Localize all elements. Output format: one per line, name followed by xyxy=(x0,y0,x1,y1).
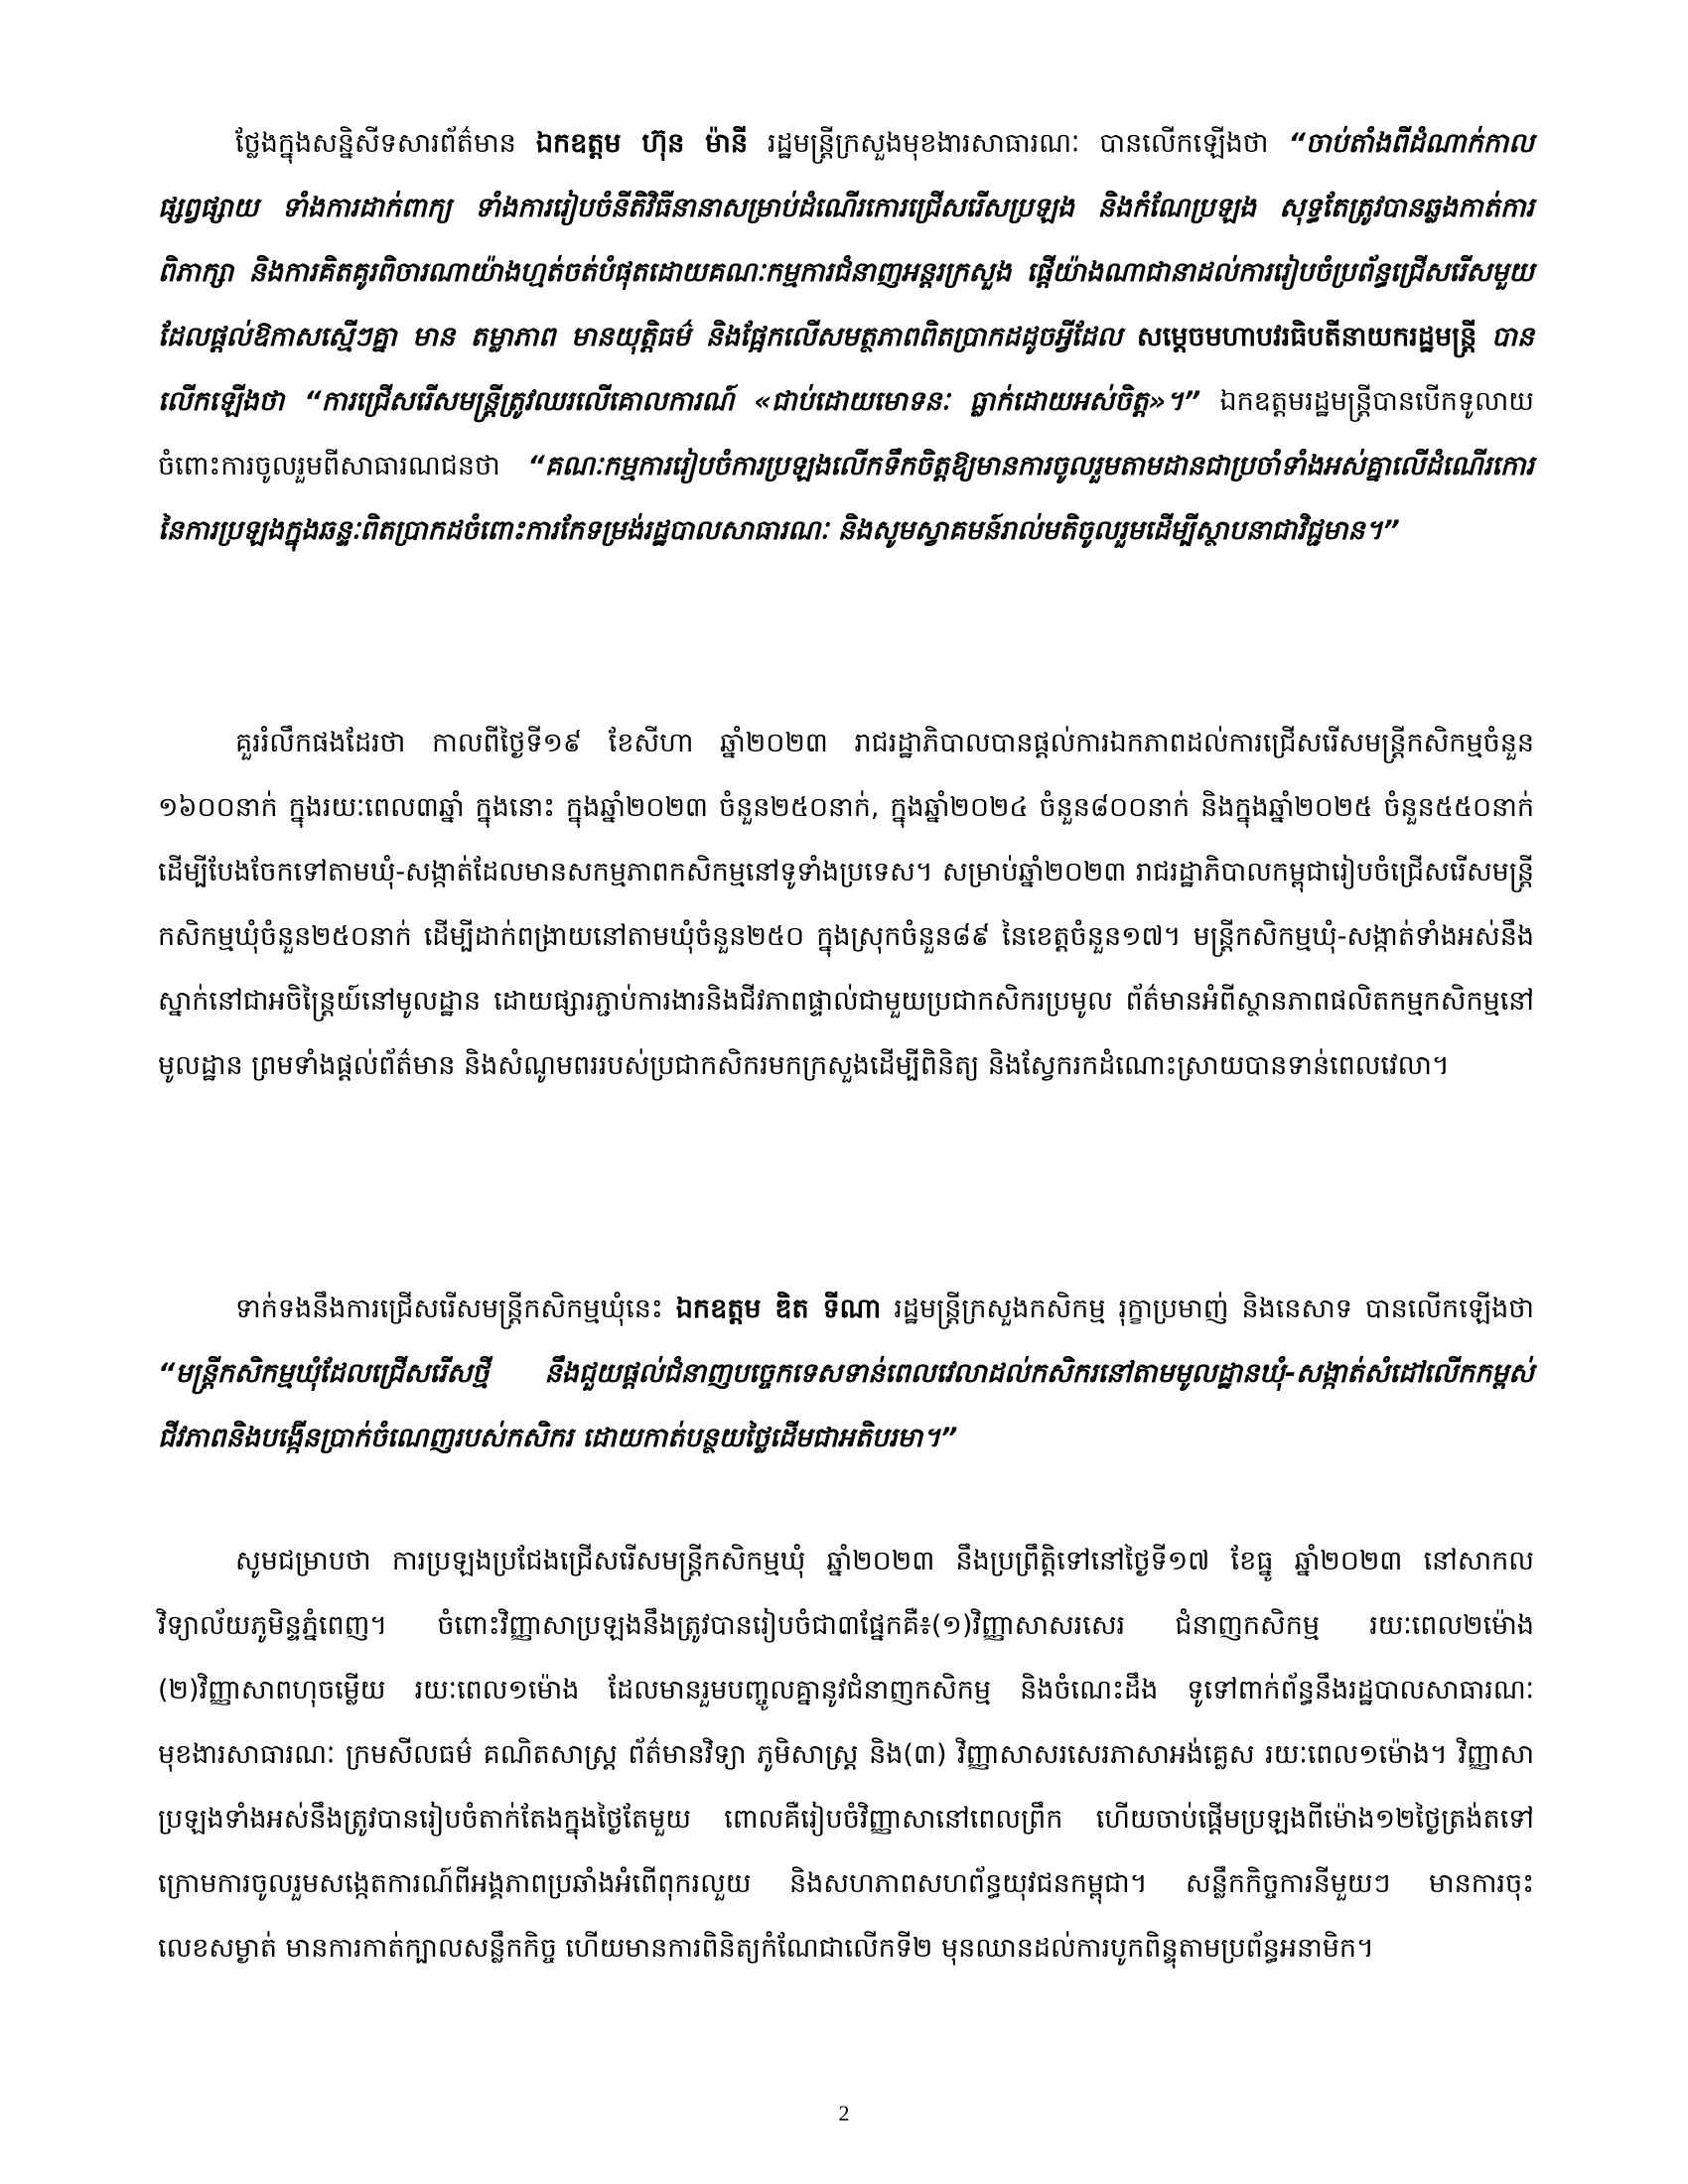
paragraph-1-lead: ថ្លែងក្នុងសន្និសីទសារព័ត៌មាន xyxy=(235,128,516,159)
quote-2: បានលើកឡើងថា “ការជ្រើសរើសមន្ត្រីត្រូវឈរលើគោលការណ៍ «ជាប់ដោយមោទនៈ ធ្លាក់ដោយអស់ចិត្ត»។” xyxy=(158,322,1534,417)
prime-minister-name: សម្ដេចមហាបវរធិបតីនាយករដ្ឋមន្ត្រី xyxy=(1137,322,1477,352)
paragraph-2 xyxy=(158,711,1534,1098)
paragraph-3-lead: ទាក់ទងនឹងការជ្រើសរើសមន្ត្រីកសិកម្មឃុំនេះ xyxy=(235,1294,663,1324)
paragraph-4-text: សូមជម្រាបថា ការប្រឡងប្រជែងជ្រើសរើសមន្ត្រីកសិកម្មឃុំ ឆ្នាំ២០២៣ នឹងប្រព្រឹត្តិទៅនៅថ្ងៃទី១៧ ខែធ្នូ ឆ្នាំ២០២៣ នៅសាកលវិទ្យាល័យភូមិន្ទភ្នំពេញ។ ចំពោះវិញ្ញាសាប្រឡងនឹងត្រូវបានរៀបចំជា៣ផ្នែកគឺ៖(១)វិញ្ញាសាសរសេរ ជំនាញកសិកម្ម រយៈពេល២ម៉ោង (២)វិញ្ញាសាពហុចម្លើយ រយៈពេល១ម៉ោង ដែលមានរួមបញ្ចូលគ្នានូវជំនាញកសិកម្ម និងចំណេះដឹង ទូទៅពាក់ព័ន្ធនឹងរដ្ឋបាលសាធារណៈ មុខងារសាធារណៈ ក្រមសីលធម៌ គណិតសាស្ត្រ ព័ត៌មានវិទ្យា ភូមិសាស្ត្រ និង(៣) វិញ្ញាសាសរសេរភាសាអង់គ្លេស រយៈពេល១ម៉ោង។ វិញ្ញាសាប្រឡងទាំងអស់នឹងត្រូវបានរៀបចំតាក់តែងក្នុងថ្ងៃតែមួយ ពោលគឺរៀបចំវិញ្ញាសានៅពេលព្រឹក ហើយចាប់ផ្ដើមប្រឡងពីម៉ោង១២ថ្ងៃត្រង់តទៅ ក្រោមការចូលរួមសង្កេតការណ៍ពីអង្គភាពប្រឆាំងអំពើពុករលួយ និងសហភាពសហព័ន្ធយុវជនកម្ពុជា។ សន្លឹកកិច្ចការនីមួយៗ មានការចុះលេខសម្ងាត់ មានការកាត់ក្បាលសន្លឹកកិច្ច ហើយមានការពិនិត្យកំណែជាលើកទី២ មុនឈានដល់ការបូកពិន្ទុតាមប្រព័ន្ធអនាមិក។ xyxy=(158,1546,1534,1964)
paragraph-4 xyxy=(158,1529,1534,1980)
official-name-2: ឯកឧត្តម ឌិត ទីណា xyxy=(675,1294,882,1324)
official-title-2: រដ្ឋមន្ត្រីក្រសួងកសិកម្ម រុក្ខាប្រមាញ់ និងនេសាទ បានលើកឡើងថា xyxy=(894,1294,1534,1324)
paragraph-3 xyxy=(158,1277,1534,1470)
paragraph-1 xyxy=(158,111,1534,563)
official-title-1: រដ្ឋមន្ត្រីក្រសួងមុខងារសាធារណៈ បានលើកឡើងថា xyxy=(768,128,1269,159)
quote-3: “គណៈកម្មការរៀបចំការប្រឡងលើកទឹកចិត្តឱ្យមានការចូលរួមតាមដានជាប្រចាំទាំងអស់គ្នាលើដំណើរកោរនៃការប្រឡងក្នុងឆន្ទៈពិតប្រាកដចំពោះការកែទម្រង់រដ្ឋបាលសាធារណៈ និងសូមស្វាគមន៍រាល់មតិចូលរួមដើម្បីស្ថាបនាជាវិជ្ជមាន។” xyxy=(158,451,1534,546)
quote-4: “មន្ត្រីកសិកម្មឃុំដែលជ្រើសរើសថ្មី នឹងជួយផ្ដល់ជំនាញបច្ចេកទេសទាន់ពេលវេលាដល់កសិករនៅតាមមូលដ្ឋានឃុំ-សង្កាត់សំដៅលើកកម្ពស់ជីវភាពនិងបង្កើនប្រាក់ចំណេញរបស់កសិករ ដោយកាត់បន្ថយថ្លៃដើមជាអតិបរមា។” xyxy=(158,1358,1534,1453)
page-number: 2 xyxy=(838,2101,850,2125)
official-name-1: ឯកឧត្ដម ហ៊ុន ម៉ានី xyxy=(535,128,748,159)
paragraph-1-mid: ឯកឧត្តមរដ្ឋមន្ត្រីបានបើកទូលាយចំពោះការចូលរួមពីសាធារណជនថា xyxy=(158,386,1534,481)
quote-1: “ចាប់តាំងពីដំណាក់កាលផ្សព្វផ្សាយ ទាំងការដាក់ពាក្យ ទាំងការរៀបចំនីតិវិធីនានាសម្រាប់ដំណើរកោរជ្រើសរើសប្រឡង និងកំណែប្រឡង សុទ្ធតែត្រូវបានឆ្លងកាត់ការពិភាក្សា និងការគិតគូរពិចារណាយ៉ាងហ្មត់ចត់បំផុតដោយគណៈកម្មការជំនាញអន្តរក្រសួង ផ្ដើយ៉ាងណាជានាដល់ការរៀបចំប្រព័ន្ធជ្រើសរើសមួយដែលផ្ដល់ឱកាសស្មើៗគ្នា មាន តម្លាភាព មានយុត្តិធម៌ និងផ្អែកលើសមត្ថភាពពិតប្រាកដដូចអ្វីដែល xyxy=(158,128,1534,352)
paragraph-2-text: គួររំលឹកផងដែរថា កាលពីថ្ងៃទី១៩ ខែសីហា ឆ្នាំ២០២៣ រាជរដ្ឋាភិបាលបានផ្ដល់ការឯកភាពដល់ការជ្រើសរើសមន្ត្រីកសិកម្មចំនួន ១៦០០នាក់ ក្នុងរយៈពេល៣ឆ្នាំ ក្នុងនោះ ក្នុងឆ្នាំ២០២៣ ចំនួន២៥០នាក់, ក្នុងឆ្នាំ២០២៤ ចំនួន៨០០នាក់ និងក្នុងឆ្នាំ២០២៥ ចំនួន៥៥០នាក់ ដើម្បីបែងចែកទៅតាមឃុំ-សង្កាត់ដែលមានសកម្មភាពកសិកម្មនៅទូទាំងប្រទេស។ សម្រាប់ឆ្នាំ២០២៣ រាជរដ្ឋាភិបាលកម្ពុជារៀបចំជ្រើសរើសមន្ត្រីកសិកម្មឃុំចំនួន២៥០នាក់ ដើម្បីដាក់ពង្រាយនៅតាមឃុំចំនួន២៥០ ក្នុងស្រុកចំនួន៨៩ នៃខេត្តចំនួន១៧។ មន្ត្រីកសិកម្មឃុំ-សង្កាត់ទាំងអស់នឹងស្នាក់នៅជាអចិន្ត្រៃយ៍នៅមូលដ្ឋាន ដោយផ្សារភ្ជាប់ការងារនិងជីវភាពផ្ទាល់ជាមួយប្រជាកសិករប្រមូល ព័ត៌មានអំពីស្ថានភាពផលិតកម្មកសិកម្មនៅមូលដ្ឋាន ព្រមទាំងផ្ដល់ព័ត៌មាន និងសំណូមពររបស់ប្រជាកសិករមកក្រសួងដើម្បីពិនិត្យ និងស្វែករកដំណោះស្រាយបានទាន់ពេលវេលា។ xyxy=(158,728,1534,1081)
